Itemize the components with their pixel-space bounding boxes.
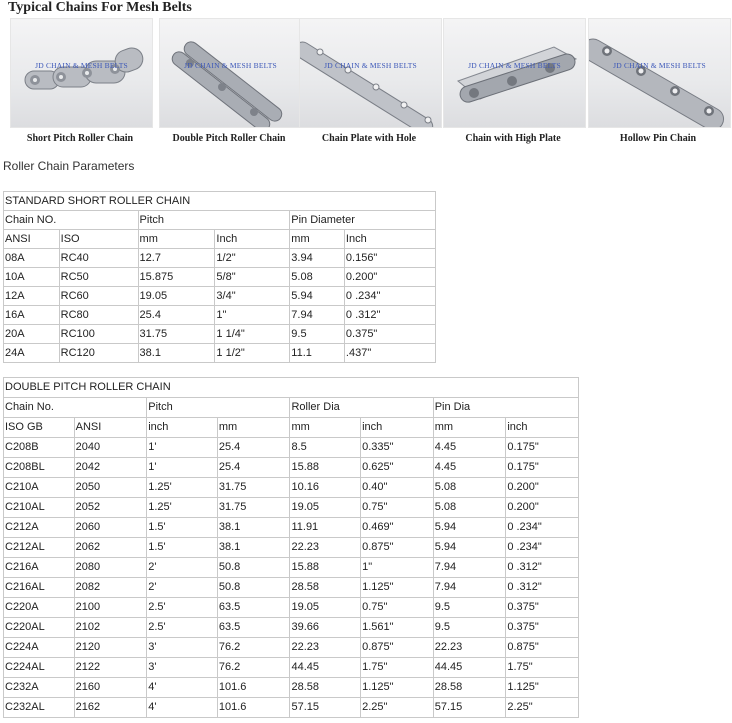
table-row [4,306,436,325]
table-cell: 3' [147,658,218,678]
sub-header-row [4,230,436,249]
table-cell: 0.335" [361,438,434,458]
table-cell: 19.05 [290,598,361,618]
table-cell: 2160 [74,678,147,698]
table-cell: C224A [4,638,75,658]
table-cell: 0.375" [506,598,579,618]
table-cell: C216A [4,558,75,578]
table-cell: 9.5 [290,325,345,344]
table-row [4,598,579,618]
table-title: STANDARD SHORT ROLLER CHAIN [4,192,436,211]
table-cell: 57.15 [290,698,361,718]
table-cell: 0.875" [361,638,434,658]
caption-double-pitch: Double Pitch Roller Chain [172,133,286,144]
table-cell: 9.5 [433,598,506,618]
table-cell: .437" [344,344,435,363]
table-row [4,287,436,306]
table-row [4,578,579,598]
table-cell: 0 .312" [506,578,579,598]
group-header: Chain No. [4,398,147,418]
table-cell: 11.91 [290,518,361,538]
table-row [4,618,579,638]
table-cell: 2102 [74,618,147,638]
table-cell: C212A [4,518,75,538]
table-cell: 2050 [74,478,147,498]
table-cell: 19.05 [138,287,215,306]
table-cell: C212AL [4,538,75,558]
table-cell: 10A [4,268,60,287]
table-cell: 0.156" [344,249,435,268]
column-header: mm [217,418,290,438]
watermark: JD CHAIN & MESH BELTS [468,61,561,70]
table-cell: 1/2" [215,249,290,268]
table-cell: 12.7 [138,249,215,268]
table-cell: 1' [147,438,218,458]
table-cell: 31.75 [217,498,290,518]
table-cell: 1 1/4" [215,325,290,344]
group-header: Pin Dia [433,398,578,418]
table-cell: 1.125" [506,678,579,698]
group-header: Pitch [147,398,290,418]
table-cell: 4' [147,678,218,698]
table-cell: 0.40" [361,478,434,498]
group-header: Pitch [138,211,290,230]
table-cell: 50.8 [217,558,290,578]
table-cell: 4' [147,698,218,718]
table-cell: 25.4 [217,438,290,458]
caption-hollow-pin: Hollow Pin Chain [619,133,697,144]
table-row [4,438,579,458]
column-header: ISO GB [4,418,75,438]
table-cell: 1.25' [147,478,218,498]
table-cell: 2080 [74,558,147,578]
table-cell: 3.94 [290,249,345,268]
table-cell: 0.375" [344,325,435,344]
table-cell: 1" [215,306,290,325]
high-plate-chain-photo[interactable] [443,18,586,128]
table-cell: 63.5 [217,618,290,638]
table-cell: 22.23 [290,538,361,558]
caption-short-pitch: Short Pitch Roller Chain [26,133,134,144]
table-cell: 0.200" [506,498,579,518]
table-cell: 3' [147,638,218,658]
table-cell: 2' [147,558,218,578]
watermark: JD CHAIN & MESH BELTS [35,61,128,70]
watermark: JD CHAIN & MESH BELTS [324,61,417,70]
table-title: DOUBLE PITCH ROLLER CHAIN [4,378,579,398]
column-header: inch [361,418,434,438]
table-cell: 0.375" [506,618,579,638]
table-cell: 0.75" [361,598,434,618]
table-cell: 1.561" [361,618,434,638]
table-cell: 1.75" [506,658,579,678]
table-cell: 5.94 [433,518,506,538]
table-cell: 1.5' [147,538,218,558]
table-cell: 25.4 [138,306,215,325]
table-cell: C224AL [4,658,75,678]
table-cell: 0.469" [361,518,434,538]
table-cell: 22.23 [290,638,361,658]
column-header: ISO [59,230,138,249]
table-cell: 1.125" [361,678,434,698]
table-cell: 2.5' [147,618,218,638]
column-header: mm [290,418,361,438]
table-cell: 50.8 [217,578,290,598]
column-header: mm [290,230,345,249]
table-row [4,325,436,344]
table-cell: 7.94 [433,558,506,578]
table-cell: 63.5 [217,598,290,618]
table-row [4,498,579,518]
table-cell: 20A [4,325,60,344]
table-cell: 25.4 [217,458,290,478]
table-cell: 9.5 [433,618,506,638]
short-roller-chain-table [3,191,436,363]
table-cell: 4.45 [433,458,506,478]
table-cell: 16A [4,306,60,325]
table-cell: 15.88 [290,458,361,478]
table-row [4,658,579,678]
group-header: Roller Dia [290,398,433,418]
table-cell: 3/4" [215,287,290,306]
table-cell: 22.23 [433,638,506,658]
table-cell: 5.94 [433,538,506,558]
table-cell: 1" [361,558,434,578]
table-cell: 2.5' [147,598,218,618]
table-cell: 1 1/2" [215,344,290,363]
table-cell: 28.58 [290,578,361,598]
table-cell: 5.08 [290,268,345,287]
table-row [4,458,579,478]
table-cell: 0 .234" [344,287,435,306]
table-cell: 31.75 [138,325,215,344]
table-cell: C208BL [4,458,75,478]
table-cell: 28.58 [290,678,361,698]
table-cell: 11.1 [290,344,345,363]
table-row [4,678,579,698]
table-cell: 2062 [74,538,147,558]
table-cell: 1.5' [147,518,218,538]
table-cell: 2082 [74,578,147,598]
table-cell: 2.25" [506,698,579,718]
table-cell: RC60 [59,287,138,306]
table-cell: 5.08 [433,498,506,518]
table-cell: 0.75" [361,498,434,518]
table-cell: C208B [4,438,75,458]
caption-high-plate: Chain with High Plate [465,133,561,144]
table-cell: 5.08 [433,478,506,498]
table-cell: 38.1 [217,538,290,558]
table-cell: 0.175" [506,458,579,478]
table-cell: 101.6 [217,678,290,698]
table-cell: 38.1 [138,344,215,363]
table-cell: 28.58 [433,678,506,698]
table-cell: 38.1 [217,518,290,538]
table-cell: RC50 [59,268,138,287]
table-cell: 2060 [74,518,147,538]
table-cell: 2' [147,578,218,598]
table-cell: 19.05 [290,498,361,518]
table-cell: 12A [4,287,60,306]
watermark: JD CHAIN & MESH BELTS [613,61,706,70]
watermark: JD CHAIN & MESH BELTS [184,61,277,70]
table-cell: 10.16 [290,478,361,498]
table-cell: 2.25" [361,698,434,718]
hollow-pin-chain-photo[interactable] [588,18,731,128]
table-cell: 15.88 [290,558,361,578]
table-cell: 1.75" [361,658,434,678]
double-pitch-chain-table [3,377,579,718]
table-cell: C220AL [4,618,75,638]
params-heading: Roller Chain Parameters [3,159,135,173]
column-header: mm [138,230,215,249]
table-cell: RC40 [59,249,138,268]
sub-header-row [4,418,579,438]
table-cell: RC80 [59,306,138,325]
table-cell: RC100 [59,325,138,344]
table-cell: 57.15 [433,698,506,718]
table-row [4,698,579,718]
table-cell: C232AL [4,698,75,718]
table-cell: 2122 [74,658,147,678]
group-header: Chain NO. [4,211,139,230]
column-header: Inch [215,230,290,249]
table-row [4,538,579,558]
table-cell: C220A [4,598,75,618]
column-header: inch [147,418,218,438]
table-cell: 1.125" [361,578,434,598]
table-cell: 101.6 [217,698,290,718]
table-cell: 4.45 [433,438,506,458]
table-cell: 0 .234" [506,518,579,538]
table-cell: 76.2 [217,658,290,678]
table-cell: 5/8" [215,268,290,287]
page-title: Typical Chains For Mesh Belts [8,0,192,15]
table-cell: 2040 [74,438,147,458]
table-row [4,344,436,363]
column-header: inch [506,418,579,438]
table-cell: 8.5 [290,438,361,458]
table-cell: 2052 [74,498,147,518]
table-cell: RC120 [59,344,138,363]
table-cell: 1' [147,458,218,478]
table-cell: 0.200" [344,268,435,287]
table-cell: 0 .312" [344,306,435,325]
table-cell: 24A [4,344,60,363]
table-cell: 76.2 [217,638,290,658]
table-cell: 0.875" [506,638,579,658]
table-row [4,518,579,538]
short-pitch-chain-photo[interactable] [10,18,153,128]
double-pitch-chain-photo[interactable] [159,18,302,128]
table-row [4,638,579,658]
table-cell: 44.45 [290,658,361,678]
table-cell: 0.175" [506,438,579,458]
table-row [4,268,436,287]
table-cell: C210A [4,478,75,498]
table-cell: 08A [4,249,60,268]
table-cell: 15.875 [138,268,215,287]
table-cell: C232A [4,678,75,698]
table-cell: 0 .234" [506,538,579,558]
table-cell: 7.94 [433,578,506,598]
column-header: Inch [344,230,435,249]
column-header: mm [433,418,506,438]
table-cell: 31.75 [217,478,290,498]
table-cell: 2120 [74,638,147,658]
table-cell: 2100 [74,598,147,618]
group-header: Pin Diameter [290,211,436,230]
table-cell: 0.875" [361,538,434,558]
table-cell: 0 .312" [506,558,579,578]
table-cell: C216AL [4,578,75,598]
table-row [4,249,436,268]
table-row [4,478,579,498]
table-cell: C210AL [4,498,75,518]
table-cell: 2162 [74,698,147,718]
caption-plate-hole: Chain Plate with Hole [321,133,417,144]
table-row [4,558,579,578]
table-cell: 2042 [74,458,147,478]
table-cell: 7.94 [290,306,345,325]
table-cell: 39.66 [290,618,361,638]
column-header: ANSI [74,418,147,438]
chain-plate-hole-photo[interactable] [299,18,442,128]
chain-gallery [8,18,732,148]
table-cell: 5.94 [290,287,345,306]
table-cell: 1.25' [147,498,218,518]
table-cell: 44.45 [433,658,506,678]
table-cell: 0.200" [506,478,579,498]
table-cell: 0.625" [361,458,434,478]
column-header: ANSI [4,230,60,249]
